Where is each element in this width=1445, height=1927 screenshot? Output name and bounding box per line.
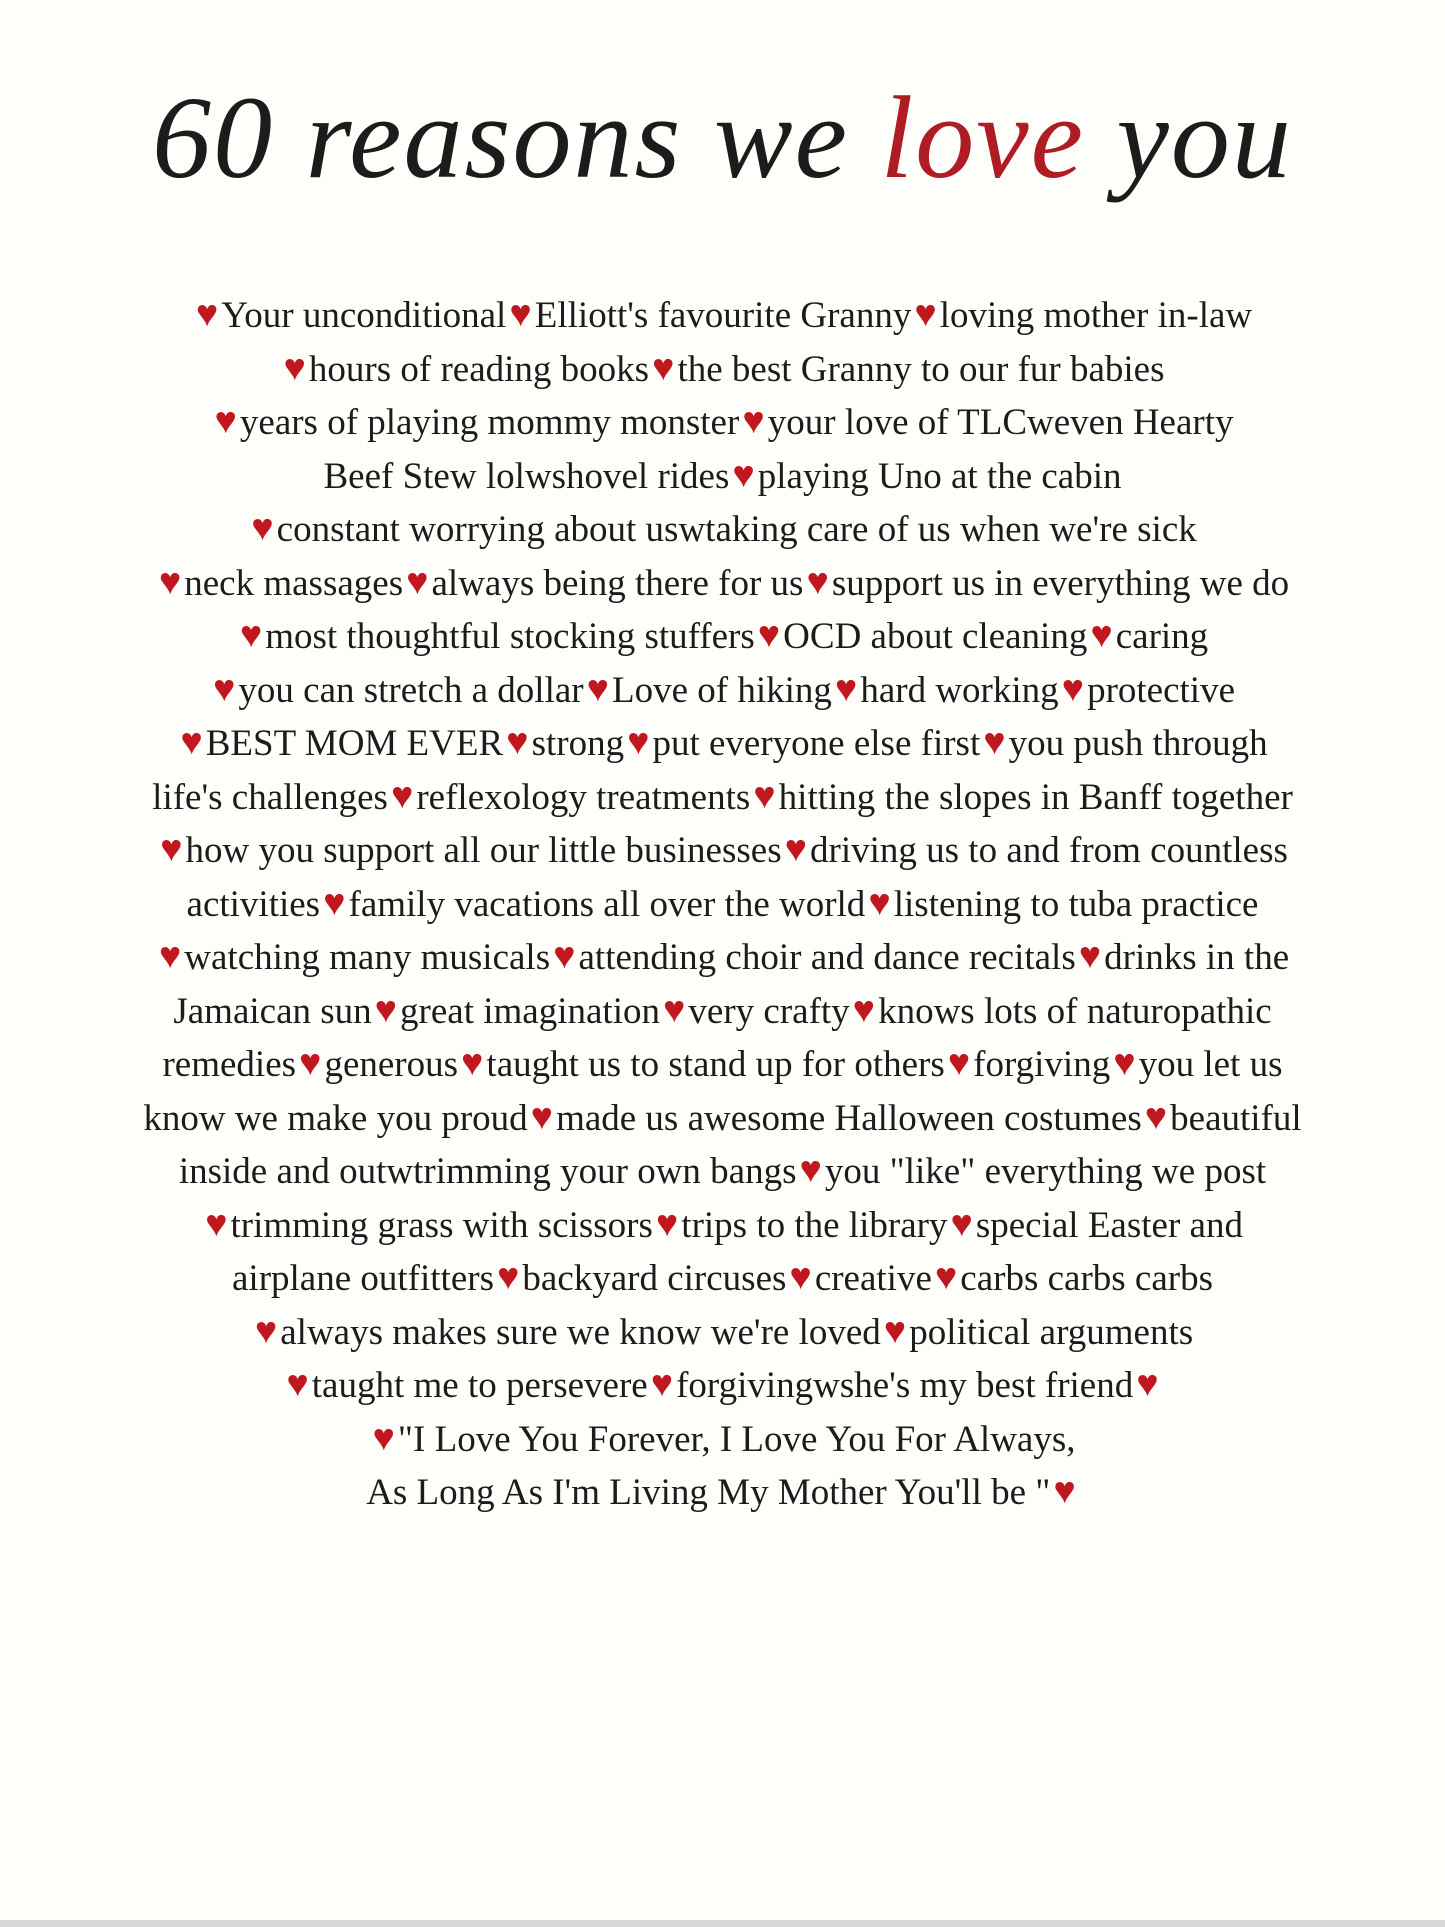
heart-icon: ♥ [983,721,1006,763]
heart-icon: ♥ [158,935,182,977]
reason-line [0,396,1445,450]
heart-icon: ♥ [323,881,346,924]
reason-text: years of playing mommy monster [239,402,740,443]
reason-text: political arguments [909,1311,1194,1353]
reason-text: taught us to stand up for others [486,1044,945,1085]
reason-text: life's challenges [152,776,388,818]
reason-text: strong [531,723,625,764]
heart-icon: ♥ [1090,614,1113,656]
heart-icon: ♥ [655,1202,679,1245]
heart-icon: ♥ [299,1042,322,1084]
heart-icon: ♥ [934,1256,958,1298]
reason-text: caring [1115,616,1209,657]
heart-icon: ♥ [868,881,891,924]
heart-icon: ♥ [650,1363,674,1405]
reason-line [0,289,1445,343]
reason-text: your love of TLCweven Hearty [767,402,1234,443]
heart-icon: ♥ [390,774,414,817]
title-love-accent: love [880,72,1085,203]
reason-text: drinks in the [1104,937,1290,978]
heart-icon: ♥ [195,293,219,335]
reason-text: listening to tuba practice [893,883,1259,925]
reason-line [0,1199,1445,1253]
reason-text: Your unconditional [221,295,507,336]
heart-icon: ♥ [251,507,274,549]
reason-text: protective [1087,669,1235,711]
reason-text: made us awesome Halloween costumes [556,1097,1142,1139]
reason-line [0,343,1445,397]
reason-line [0,878,1445,932]
heart-icon: ♥ [213,667,236,710]
reason-text: hitting the slopes in Banff together [778,776,1293,818]
heart-icon: ♥ [1078,935,1102,977]
title-text-prefix: 60 reasons we [152,72,881,203]
reason-text: always being there for us [431,562,804,604]
heart-icon: ♥ [627,721,650,763]
reason-line [0,824,1445,878]
reason-text: Love of hiking [612,669,832,711]
reason-text: knows lots of naturopathic [878,990,1272,1032]
heart-icon: ♥ [205,1202,228,1245]
poster-title [0,28,1445,248]
reason-text: creative [814,1258,932,1299]
reason-text: carbs carbs carbs [960,1258,1213,1299]
reason-line [0,1145,1445,1199]
heart-icon: ♥ [1136,1363,1159,1405]
reason-text: the best Granny to our fur babies [677,348,1165,390]
heart-icon: ♥ [732,453,755,496]
reason-text: neck massages [184,562,404,604]
heart-icon: ♥ [160,828,183,870]
reason-text: great imagination [400,990,660,1032]
reason-text: taught me to persevere [311,1365,648,1406]
reason-text: driving us to and from countless [810,830,1288,871]
reason-line [0,450,1445,504]
reason-line [0,610,1445,664]
reason-text: you can stretch a dollar [238,669,584,711]
reason-text: special Easter and [975,1204,1243,1246]
heart-icon: ♥ [799,1149,822,1191]
reason-line [0,771,1445,825]
reason-text: know we make you proud [143,1097,528,1139]
heart-icon: ♥ [789,1256,812,1298]
reason-text: very crafty [688,990,850,1032]
reason-line [0,1252,1445,1306]
reason-text: hours of reading books [308,348,650,390]
reason-text: generous [324,1044,459,1085]
reason-line [0,931,1445,985]
heart-icon: ♥ [283,346,306,389]
reasons-list [0,289,1445,1520]
heart-icon: ♥ [553,935,576,977]
heart-icon: ♥ [753,774,776,817]
reason-line [0,1306,1445,1360]
heart-icon: ♥ [239,614,263,656]
heart-icon: ♥ [1144,1095,1168,1138]
heart-icon: ♥ [742,400,765,442]
heart-icon: ♥ [883,1309,907,1352]
heart-icon: ♥ [663,988,686,1031]
heart-icon: ♥ [286,1363,309,1405]
reason-text: watching many musicals [184,937,551,978]
reason-text: Beef Stew lolwshovel rides [323,455,730,497]
heart-icon: ♥ [834,667,858,710]
reason-line [0,557,1445,611]
heart-icon: ♥ [586,667,610,710]
reason-text: "I Love You Forever, I Love You For Always, [397,1418,1076,1460]
heart-icon: ♥ [947,1042,971,1084]
reason-line [0,1413,1445,1467]
heart-icon: ♥ [914,293,937,335]
reason-text: support us in everything we do [831,562,1290,604]
reason-text: forgiving [973,1044,1111,1085]
heart-icon: ♥ [406,560,429,603]
reason-text: family vacations all over the world [348,883,866,925]
reason-text: put everyone else first [652,723,981,764]
reason-line [0,1092,1445,1146]
reason-line [0,503,1445,557]
reason-text: OCD about cleaning [783,616,1088,657]
reason-text: As Long As I'm Living My Mother You'll be " [366,1472,1051,1513]
heart-icon: ♥ [1053,1470,1076,1512]
reason-line [0,985,1445,1039]
heart-icon: ♥ [374,988,398,1031]
reason-text: how you support all our little businesses [185,830,782,871]
heart-icon: ♥ [530,1095,554,1138]
bottom-edge-strip [0,1920,1445,1927]
reason-text: beautiful [1170,1097,1302,1139]
heart-icon: ♥ [461,1042,484,1084]
reason-text: BEST MOM EVER [205,723,504,764]
reason-text: inside and outwtrimming your own bangs [178,1151,797,1192]
reason-line [0,1038,1445,1092]
reason-text: airplane outfitters [232,1258,494,1299]
heart-icon: ♥ [757,614,781,656]
reason-text: forgivingwshe's my best friend [676,1365,1134,1406]
reason-line [0,1466,1445,1520]
reason-text: you push through [1008,723,1268,764]
heart-icon: ♥ [180,721,203,763]
reason-line [0,717,1445,771]
heart-icon: ♥ [496,1256,520,1298]
heart-icon: ♥ [950,1202,973,1245]
heart-icon: ♥ [372,1416,395,1459]
heart-icon: ♥ [509,293,532,335]
heart-icon: ♥ [214,400,237,442]
heart-icon: ♥ [652,346,675,389]
reason-text: Elliott's favourite Granny [534,295,912,336]
heart-icon: ♥ [1061,667,1085,710]
heart-icon: ♥ [784,828,808,870]
reason-text: reflexology treatments [416,776,751,818]
reason-text: always makes sure we know we're loved [280,1311,881,1353]
heart-icon: ♥ [806,560,829,603]
reason-text: activities [186,883,321,925]
reason-text: you let us [1138,1044,1283,1085]
reason-text: you "like" everything we post [824,1151,1267,1192]
reason-text: constant worrying about uswtaking care of us when we're sick [276,509,1197,550]
reason-text: backyard circuses [522,1258,787,1299]
title-text-suffix: you [1085,72,1293,203]
reason-line [0,1359,1445,1413]
heart-icon: ♥ [254,1309,278,1352]
heart-icon: ♥ [1113,1042,1136,1084]
reason-text: hard working [860,669,1059,711]
reason-line [0,664,1445,718]
heart-icon: ♥ [852,988,876,1031]
reason-text: trimming grass with scissors [230,1204,653,1246]
reason-text: remedies [162,1044,297,1085]
heart-icon: ♥ [158,560,182,603]
reason-text: attending choir and dance recitals [578,937,1076,978]
reason-text: trips to the library [681,1204,948,1246]
heart-icon: ♥ [506,721,529,763]
reason-text: most thoughtful stocking stuffers [265,616,755,657]
reason-text: loving mother in-law [939,295,1253,336]
reason-text: playing Uno at the cabin [757,455,1122,497]
reason-text: Jamaican sun [173,990,372,1032]
